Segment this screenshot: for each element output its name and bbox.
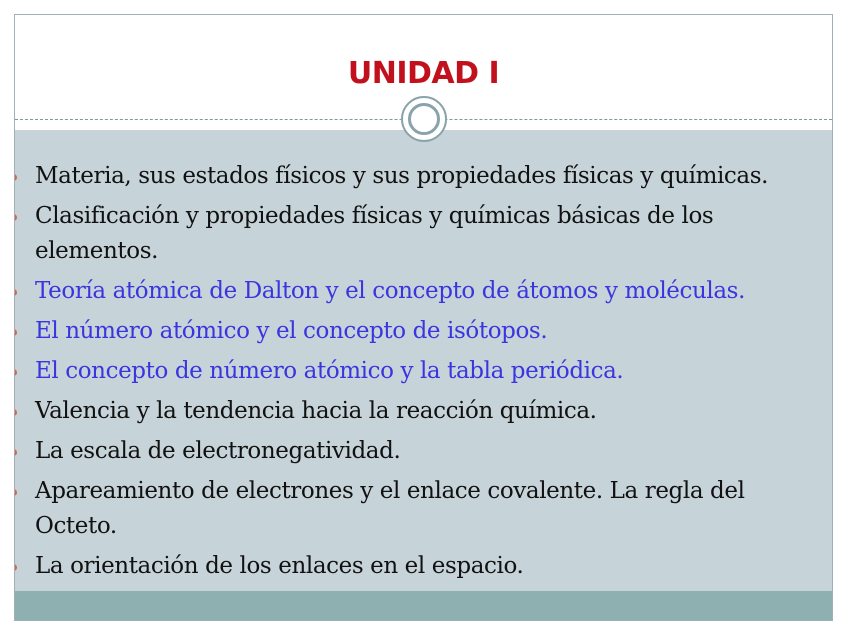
slide — [14, 14, 833, 621]
bullet-text: Materia, sus estados físicos y sus propiedades físicas y químicas. — [35, 163, 769, 189]
bullet-text: La escala de electronegatividad. — [35, 438, 401, 464]
footer-band — [15, 591, 832, 620]
bullet-text: Valencia y la tendencia hacia la reacción química. — [35, 398, 597, 424]
content-area — [15, 130, 832, 593]
bullet-text: La orientación de los enlaces en el espacio. — [35, 553, 524, 579]
divider-ring-icon — [401, 96, 447, 142]
bullet-icon — [14, 289, 17, 296]
list-item — [15, 314, 832, 349]
bullet-icon — [14, 409, 17, 416]
bullet-list — [15, 159, 832, 589]
list-item — [15, 474, 832, 544]
bullet-text: Clasificación y propiedades físicas y químicas básicas de los elementos. — [35, 203, 714, 264]
bullet-text: El concepto de número atómico y la tabla periódica. — [35, 358, 624, 384]
bullet-icon — [14, 489, 17, 496]
bullet-icon — [14, 329, 17, 336]
bullet-icon — [14, 564, 17, 571]
divider-ring-inner — [408, 103, 440, 135]
bullet-icon — [14, 449, 17, 456]
bullet-text: Teoría atómica de Dalton y el concepto de átomos y moléculas. — [35, 278, 745, 304]
list-item — [15, 549, 832, 584]
list-item — [15, 159, 832, 194]
bullet-text: El número atómico y el concepto de isótopos. — [35, 318, 548, 344]
bullet-icon — [14, 174, 17, 181]
bullet-text: Apareamiento de electrones y el enlace covalente. La regla del Octeto. — [35, 478, 745, 539]
bullet-icon — [14, 214, 17, 221]
list-item — [15, 274, 832, 309]
list-item — [15, 394, 832, 429]
list-item — [15, 354, 832, 389]
list-item — [15, 434, 832, 469]
slide-title: UNIDAD I — [347, 56, 500, 91]
list-item — [15, 199, 832, 269]
bullet-icon — [14, 369, 17, 376]
